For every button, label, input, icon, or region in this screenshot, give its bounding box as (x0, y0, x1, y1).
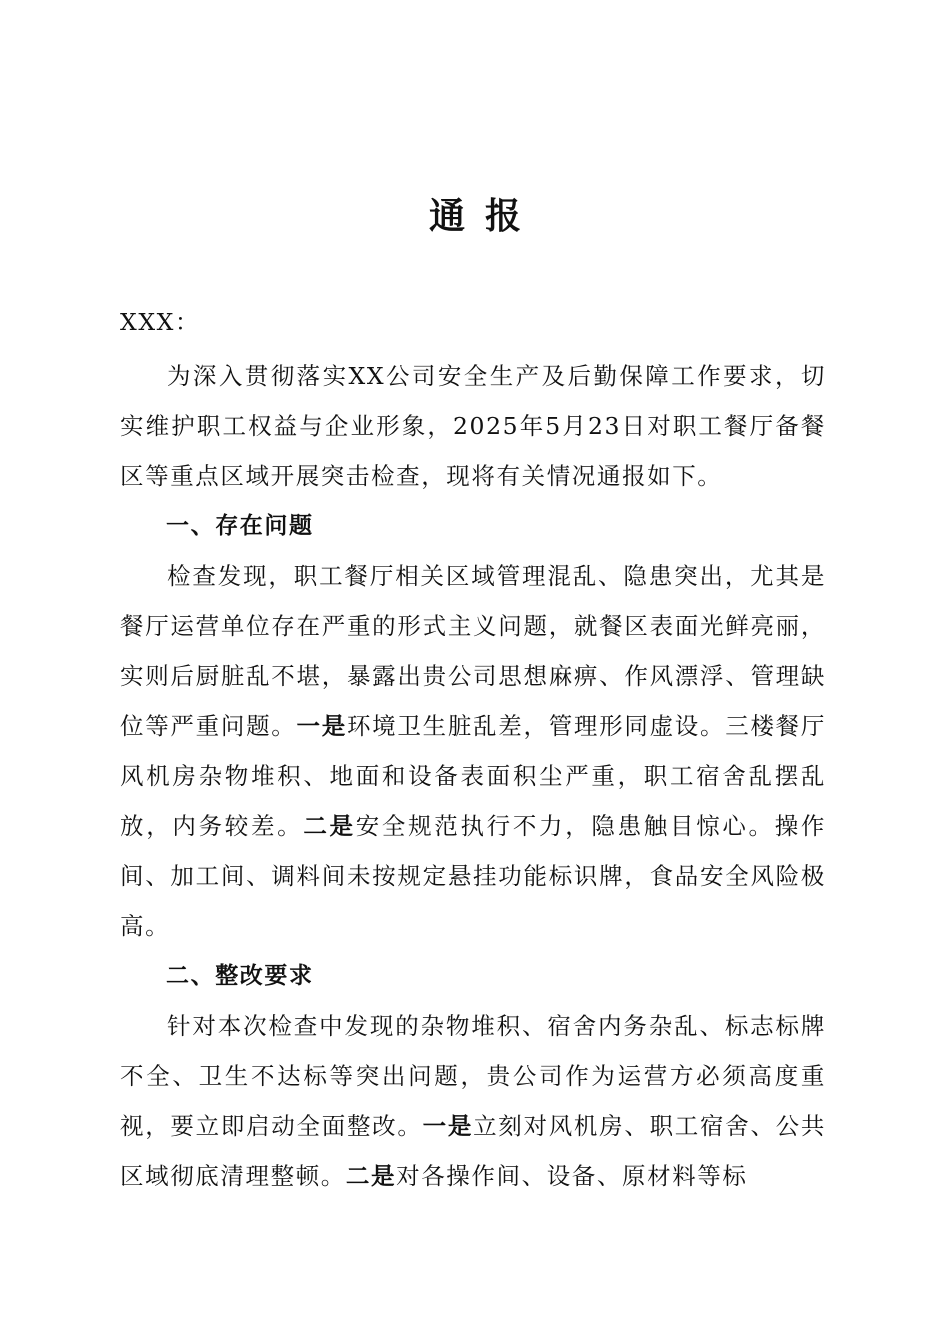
requirement-two-text: 对各操作间、设备、原材料等标 (396, 1162, 748, 1190)
problems-paragraph (120, 551, 826, 951)
point-two-text: 安全规范执行不力，隐患触目惊心。操作间、加工间、调料间未按规定悬挂功能标识牌，食品安全风险极高。 (120, 812, 827, 940)
rectification-summary-text: 针对本次检查中发现的杂物堆积、宿舍内务杂乱、标志标牌不全、卫生不达标等突出问题，贵公司作为运营方必须高度重视，要立即启动全面整改。 (120, 1012, 826, 1140)
requirement-one-text: 立刻对风机房、职工宿舍、公共区域彻底清理整顿。 (120, 1112, 826, 1190)
salutation: XXX： (120, 308, 201, 336)
section-heading-problems: 一、存在问题 (166, 513, 314, 539)
problems-summary-text: 检查发现，职工餐厅相关区域管理混乱、隐患突出，尤其是餐厅运营单位存在严重的形式主义问题，就餐区表面光鲜亮丽，实则后厨脏乱不堪，暴露出贵公司思想麻痹、作风漂浮、管理缺位等严重问题。 (120, 562, 826, 740)
rectification-paragraph (120, 1001, 826, 1201)
document-title: 通报 (428, 195, 541, 237)
requirement-two-label: 二是 (345, 1162, 397, 1190)
point-one-text: 环境卫生脏乱差，管理形同虚设。三楼餐厅风机房杂物堆积、地面和设备表面积尘严重，职工宿舍乱摆乱放，内务较差。 (120, 712, 826, 840)
point-two-label: 二是 (303, 812, 356, 840)
point-one-label: 一是 (296, 712, 347, 740)
intro-paragraph: 为深入贯彻落实XX公司安全生产及后勤保障工作要求，切实维护职工权益与企业形象，2025年5月23日对职工餐厅备餐区等重点区域开展突击检查，现将有关情况通报如下。 (120, 362, 826, 490)
document-body (120, 297, 826, 1201)
section-heading-rectification: 二、整改要求 (166, 963, 314, 989)
requirement-one-label: 一是 (422, 1112, 474, 1140)
